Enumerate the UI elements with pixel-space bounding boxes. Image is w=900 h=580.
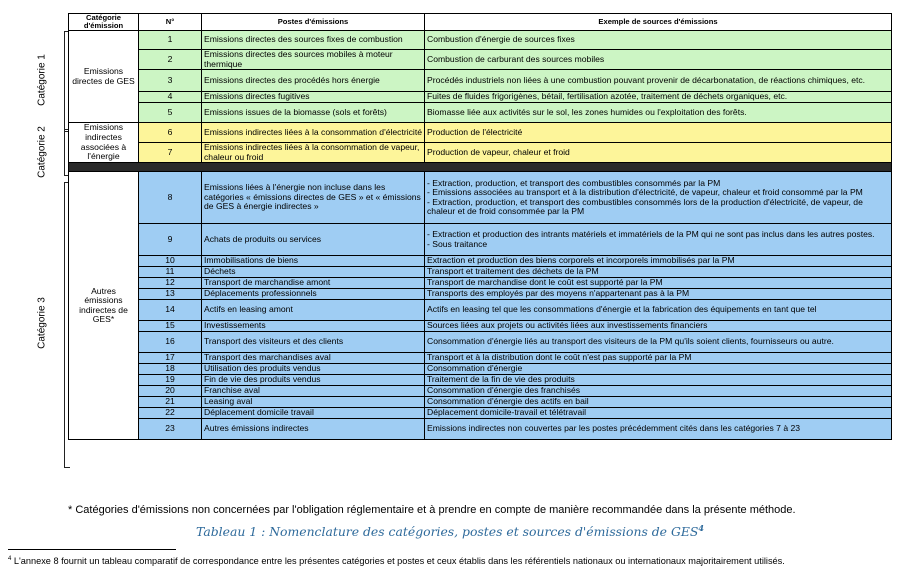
row-number: 5 [139, 103, 202, 123]
table-row [69, 267, 892, 278]
row-poste: Emissions directes des sources mobiles à moteur thermique [202, 50, 425, 70]
row-poste: Emissions directes fugitives [202, 92, 425, 103]
row-poste: Investissements [202, 321, 425, 332]
row-number: 9 [139, 224, 202, 256]
row-number: 12 [139, 278, 202, 289]
row-poste: Emissions directes des procédés hors énergie [202, 70, 425, 92]
row-number: 11 [139, 267, 202, 278]
caption-text: Tableau 1 : Nomenclature des catégories, postes et sources d'émissions de GES [196, 524, 699, 540]
table-row [69, 375, 892, 386]
row-exemple: Transport et à la distribution dont le coût n'est pas supporté par la PM [425, 353, 892, 364]
table-row [69, 419, 892, 440]
row-exemple: Consommation d'énergie des actifs en bail [425, 397, 892, 408]
table-row [69, 300, 892, 321]
header-postes: Postes d'émissions [202, 14, 425, 31]
row-exemple: Consommation d'énergie [425, 364, 892, 375]
table-row [69, 172, 892, 224]
table-row [69, 321, 892, 332]
table-row [69, 143, 892, 163]
row-poste: Emissions directes des sources fixes de combustion [202, 31, 425, 50]
row-number: 15 [139, 321, 202, 332]
row-number: 3 [139, 70, 202, 92]
row-poste: Emissions indirectes liées à la consommation de vapeur, chaleur ou froid [202, 143, 425, 163]
row-exemple: - Extraction et production des intrants matériels et immatériels de la PM qui ne sont pas inclus dans les autres postes. - Sous traitance [425, 224, 892, 256]
table-row [69, 256, 892, 267]
row-poste: Déplacement domicile travail [202, 408, 425, 419]
row-exemple: Transport de marchandise dont le coût est supporté par la PM [425, 278, 892, 289]
table-row [69, 70, 892, 92]
row-number: 21 [139, 397, 202, 408]
row-number: 17 [139, 353, 202, 364]
row-poste: Déchets [202, 267, 425, 278]
row-exemple: Procédés industriels non liées à une combustion pouvant provenir de décarbonatation, de réactions chimiques, etc. [425, 70, 892, 92]
row-number: 14 [139, 300, 202, 321]
table-header-row [69, 14, 892, 31]
category-1-cell: Emissions directes de GES [69, 31, 139, 123]
row-number: 4 [139, 92, 202, 103]
table-row [69, 224, 892, 256]
table-row [69, 364, 892, 375]
caption-footnote-ref[interactable]: 4 [698, 523, 704, 533]
table-row [69, 332, 892, 353]
table-note: * Catégories d'émissions non concernées par l'obligation réglementaire et à prendre en compte de manière recommandée dans la présente méthode. [68, 504, 796, 516]
table-row [69, 397, 892, 408]
header-numero: N° [139, 14, 202, 31]
row-number: 1 [139, 31, 202, 50]
category-2-side-label: Catégorie 2 [36, 126, 48, 178]
category-1-side-label: Catégorie 1 [36, 54, 48, 106]
row-exemple: Sources liées aux projets ou activités liées aux investissements financiers [425, 321, 892, 332]
row-exemple: Traitement de la fin de vie des produits [425, 375, 892, 386]
row-number: 20 [139, 386, 202, 397]
row-exemple: Emissions indirectes non couvertes par les postes précédemment cités dans les catégories 7 à 23 [425, 419, 892, 440]
row-exemple: Fuites de fluides frigorigènes, bétail, fertilisation azotée, traitement de déchets organiques, etc. [425, 92, 892, 103]
row-number: 7 [139, 143, 202, 163]
row-poste: Autres émissions indirectes [202, 419, 425, 440]
row-poste: Fin de vie des produits vendus [202, 375, 425, 386]
row-exemple: Transports des employés par des moyens n'appartenant pas à la PM [425, 289, 892, 300]
row-poste: Transport des marchandises aval [202, 353, 425, 364]
table-row [69, 92, 892, 103]
row-number: 8 [139, 172, 202, 224]
row-exemple: Biomasse liée aux activités sur le sol, les zones humides ou l'exploitation des forêts. [425, 103, 892, 123]
category-3-cell: Autres émissions indirectes de GES* [69, 172, 139, 440]
row-poste: Leasing aval [202, 397, 425, 408]
row-exemple: Actifs en leasing tel que les consommations d'énergie et la fabrication des équipements en tant que tel [425, 300, 892, 321]
row-poste: Actifs en leasing amont [202, 300, 425, 321]
row-exemple: Combustion de carburant des sources mobiles [425, 50, 892, 70]
footnote-ref: 4 [8, 556, 12, 562]
row-poste: Emissions indirectes liées à la consommation d'électricité [202, 123, 425, 143]
row-poste: Achats de produits ou services [202, 224, 425, 256]
category-3-side-label: Catégorie 3 [36, 297, 48, 349]
row-poste: Déplacements professionnels [202, 289, 425, 300]
row-poste: Emissions liées à l'énergie non incluse dans les catégories « émissions directes de GES » et « émissions de GES à énergie indirectes » [202, 172, 425, 224]
table-row [69, 289, 892, 300]
row-exemple: Transport et traitement des déchets de la PM [425, 267, 892, 278]
table-row [69, 50, 892, 70]
table-row [69, 123, 892, 143]
category-2-cell: Emissions indirectes associées à l'énergie [69, 123, 139, 163]
row-poste: Transport de marchandise amont [202, 278, 425, 289]
table-row [69, 103, 892, 123]
row-number: 22 [139, 408, 202, 419]
row-exemple: Production de l'électricité [425, 123, 892, 143]
emissions-table [68, 13, 892, 440]
row-poste: Utilisation des produits vendus [202, 364, 425, 375]
row-number: 19 [139, 375, 202, 386]
category-separator [69, 163, 892, 172]
row-number: 6 [139, 123, 202, 143]
row-number: 23 [139, 419, 202, 440]
table-row [69, 408, 892, 419]
header-categorie: Catégorie d'émission [69, 14, 139, 31]
footnote-divider [8, 549, 176, 550]
row-exemple: Consommation d'énergie liés au transport des visiteurs de la PM qu'ils soient clients, fournisseurs ou autre. [425, 332, 892, 353]
row-exemple: - Extraction, production, et transport des combustibles consommés par la PM - Emissions associées au transport et à la distribution d'électricité, de vapeur, chaleur et froid consommé par la PM - Extraction, production, et transport des combustibles consommés lors de la production d'électricité, de vapeur, de chaleur et de froid consommée par la PM [425, 172, 892, 224]
row-poste: Immobilisations de biens [202, 256, 425, 267]
row-poste: Emissions issues de la biomasse (sols et forêts) [202, 103, 425, 123]
row-number: 10 [139, 256, 202, 267]
table-row [69, 31, 892, 50]
row-poste: Transport des visiteurs et des clients [202, 332, 425, 353]
table-caption [0, 523, 900, 539]
row-number: 16 [139, 332, 202, 353]
footnote [8, 556, 785, 566]
table-row [69, 353, 892, 364]
footnote-text: L'annexe 8 fournit un tableau comparatif de correspondance entre les présentes catégories et postes et ceux établis dans les référentiels nationaux ou internationaux majoritairement utilisés. [11, 556, 785, 567]
row-number: 18 [139, 364, 202, 375]
header-exemples: Exemple de sources d'émissions [425, 14, 892, 31]
row-exemple: Déplacement domicile-travail et télétravail [425, 408, 892, 419]
row-exemple: Production de vapeur, chaleur et froid [425, 143, 892, 163]
row-poste: Franchise aval [202, 386, 425, 397]
row-exemple: Combustion d'énergie de sources fixes [425, 31, 892, 50]
row-number: 2 [139, 50, 202, 70]
row-exemple: Extraction et production des biens corporels et incorporels immobilisés par la PM [425, 256, 892, 267]
row-exemple: Consommation d'énergie des franchisés [425, 386, 892, 397]
row-number: 13 [139, 289, 202, 300]
table-row [69, 386, 892, 397]
table-row [69, 278, 892, 289]
